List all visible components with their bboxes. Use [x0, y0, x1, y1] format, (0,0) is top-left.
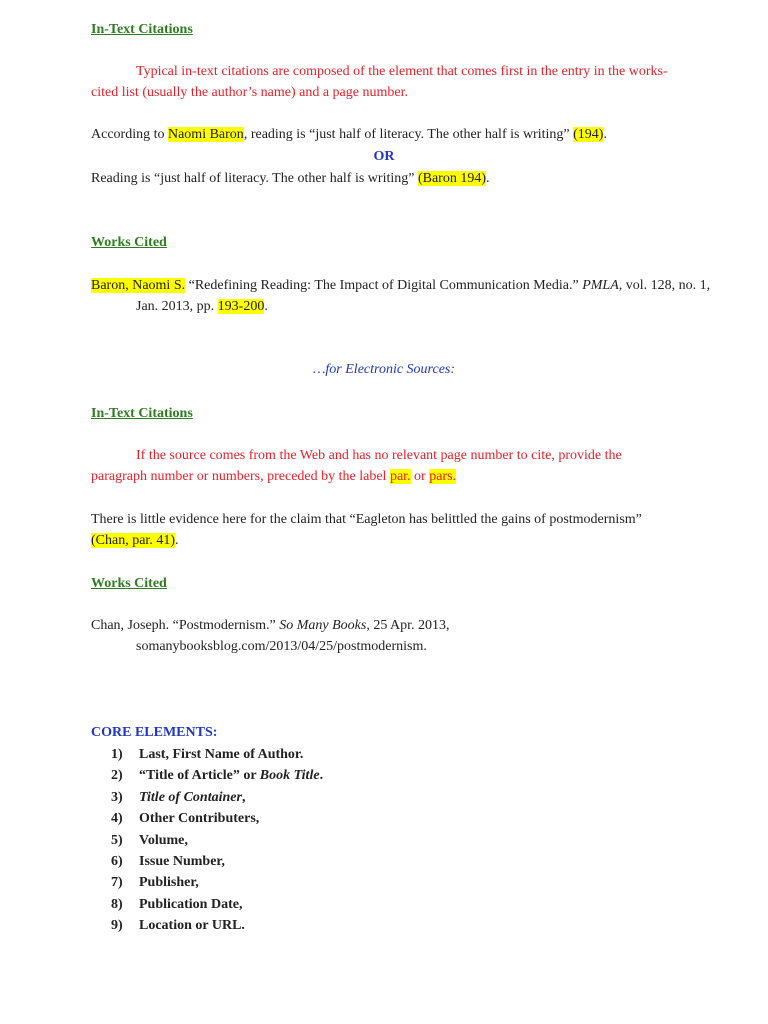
intext-heading-2: In-Text Citations	[91, 406, 193, 421]
highlight-entry-author: Baron, Naomi S.	[91, 278, 186, 293]
list-item: 5) Volume,	[111, 832, 188, 848]
highlight-pars: pars.	[429, 469, 457, 484]
list-item: 1) Last, First Name of Author.	[111, 747, 304, 762]
list-item: 8) Publication Date,	[111, 896, 243, 912]
highlight-author-page-cite: (Baron 194)	[417, 171, 487, 186]
highlight-author: Naomi Baron	[167, 127, 244, 142]
highlight-entry-pages: 193-200	[217, 299, 265, 314]
list-item: 2) “Title of Article” or Book Title.	[111, 768, 324, 784]
intext-example-2: Reading is “just half of literacy. The other half is writing” (Baron 194).	[91, 171, 490, 186]
works-cited-entry-baron: Baron, Naomi S. “Redefining Reading: The Impact of Digital Communication Media.” PMLA, vol. 128, no. 1, Jan. 2013, pp. 193-200.	[91, 278, 711, 314]
list-item: 7) Publisher,	[111, 875, 199, 891]
list-item: 4) Other Contributers,	[111, 811, 260, 827]
list-item: 9) Location or URL.	[111, 918, 245, 934]
list-item: 6) Issue Number,	[111, 854, 225, 870]
intext-heading-1: In-Text Citations	[91, 22, 193, 37]
list-item: 3) Title of Container,	[111, 789, 246, 805]
works-cited-heading-2: Works Cited	[91, 576, 167, 591]
intext-explanation-1: Typical in-text citations are composed of the element that comes first in the entry in the works-cited list (usually the author’s name) and a page number.	[91, 64, 668, 100]
intext-example-1: According to Naomi Baron, reading is “just half of literacy. The other half is writing” (194).	[91, 127, 607, 142]
or-label: OR	[373, 149, 395, 164]
core-elements-heading: CORE ELEMENTS:	[91, 725, 218, 740]
highlight-par: par.	[389, 469, 411, 484]
highlight-par-cite: (Chan, par. 41)	[91, 533, 175, 548]
intext-example-3: There is little evidence here for the claim that “Eagleton has belittled the gains of postmodernism” (Chan, par. 41).	[91, 512, 642, 548]
works-cited-entry-chan: Chan, Joseph. “Postmodernism.” So Many Books, 25 Apr. 2013, somanybooksblog.com/2013/04/25/postmodernism.	[91, 618, 450, 654]
highlight-page-cite: (194)	[573, 127, 604, 142]
intext-explanation-2: If the source comes from the Web and has no relevant page number to cite, provide the paragraph number or numbers, preceded by the label par. or pars.	[91, 448, 622, 484]
core-elements-list	[91, 744, 323, 937]
electronic-sources-heading: …for Electronic Sources:	[312, 362, 456, 377]
works-cited-heading-1: Works Cited	[91, 235, 167, 250]
